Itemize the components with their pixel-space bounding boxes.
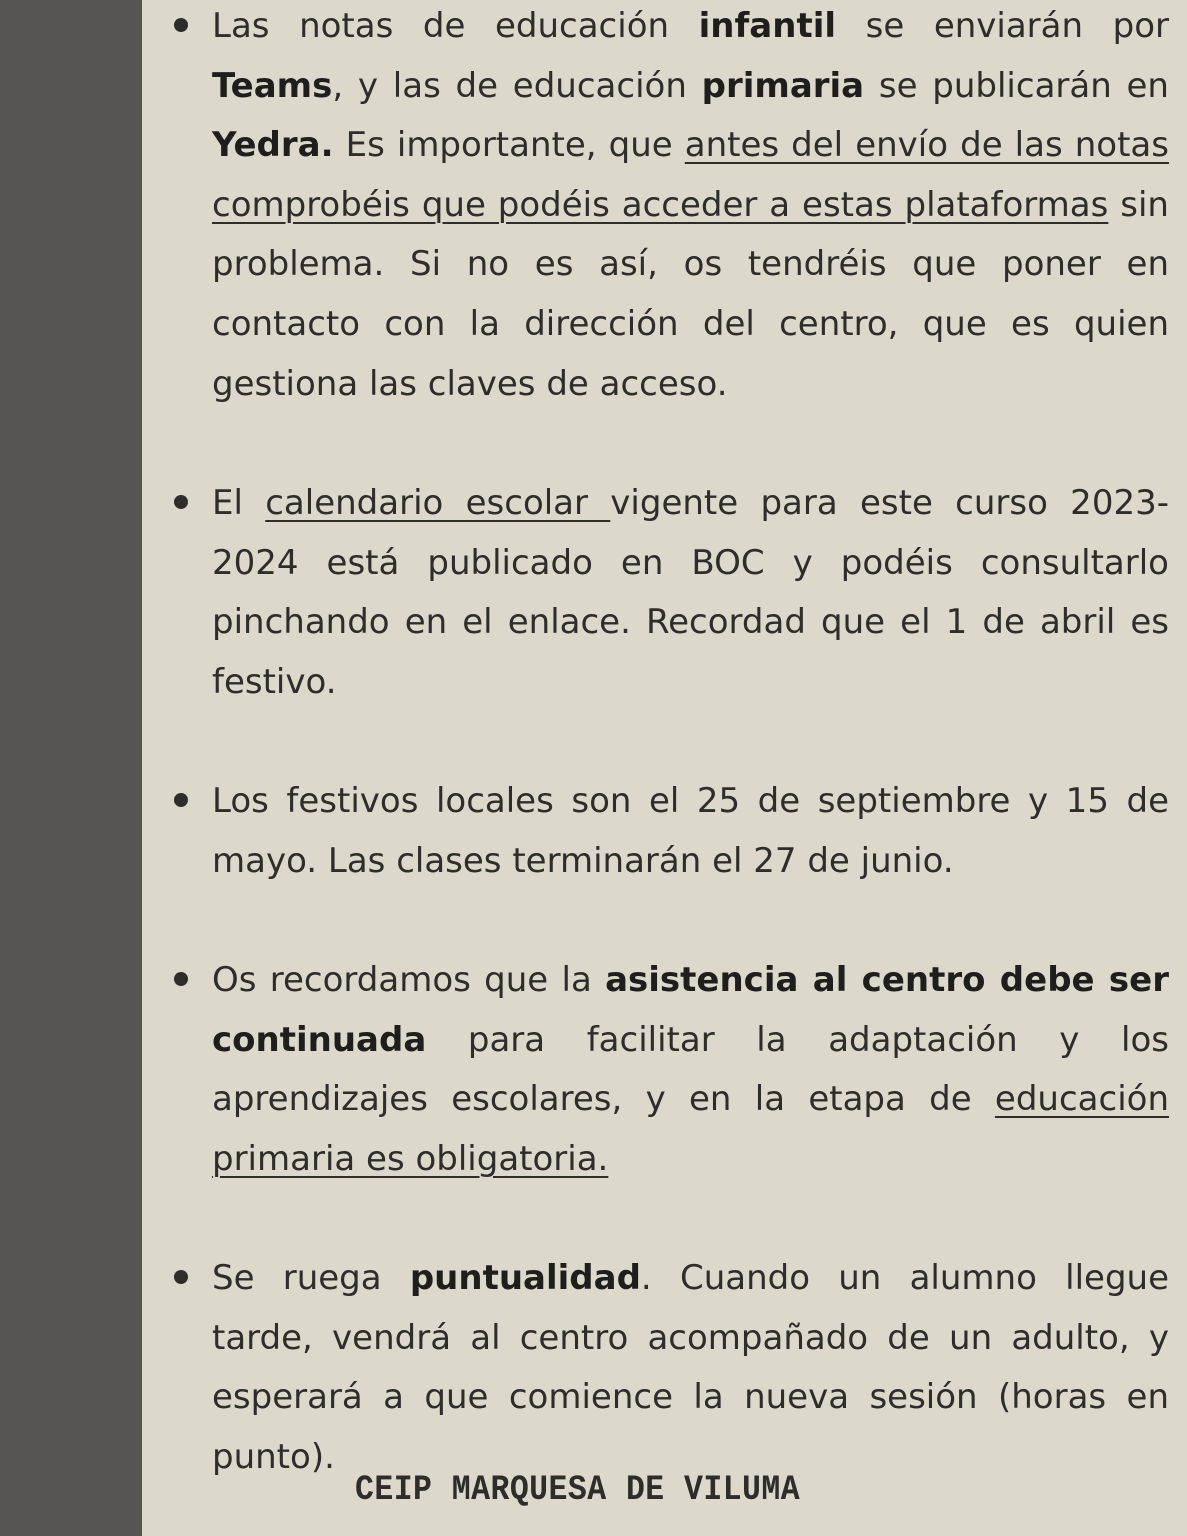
- bullet-icon: [174, 793, 188, 807]
- notice-grades-platforms: Las notas de educación infantil se enviarán por Teams, y las de educación primaria se publicarán en Yedra. Es importante, que antes del envío de las notas comprobéis que podéis acceder a estas plataformas sin problema. Si no es así, os tendréis que poner en contacto con la dirección del centro, que es quien gestiona las claves de acceso.: [212, 0, 1169, 414]
- emphasis-attendance: asistencia al centro debe ser continuada: [212, 960, 1169, 1060]
- notice-punctuality: Se ruega puntualidad. Cuando un alumno llegue tarde, vendrá al centro acompañado de un adulto, y esperará a que comience la nueva sesión (horas en punto).: [212, 1249, 1169, 1487]
- underlined-mandatory: educación primaria es obligatoria.: [212, 1079, 1169, 1179]
- bullet-icon: [174, 18, 188, 32]
- notice-school-calendar: El calendario escolar vigente para este curso 2023-2024 está publicado en BOC y podéis consultarlo pinchando en el enlace. Recordad que el 1 de abril es festivo.: [212, 474, 1169, 712]
- bullet-icon: [174, 495, 188, 509]
- emphasis-primaria: primaria: [701, 65, 865, 106]
- bullet-icon: [174, 972, 188, 986]
- emphasis-infantil: infantil: [698, 6, 837, 46]
- notice-content: [142, 0, 1187, 1536]
- emphasis-teams: Teams: [212, 65, 333, 106]
- school-name-footer: CEIP MARQUESA DE VILUMA: [355, 1470, 801, 1510]
- emphasis-yedra: Yedra.: [212, 125, 334, 166]
- calendar-link[interactable]: calendario escolar: [265, 483, 611, 523]
- emphasis-punctuality: puntualidad: [409, 1258, 641, 1298]
- bullet-icon: [174, 1270, 188, 1284]
- notice-attendance: Os recordamos que la asistencia al centro debe ser continuada para facilitar la adaptación y los aprendizajes escolares, y en la etapa de educación primaria es obligatoria.: [212, 951, 1169, 1189]
- left-sidebar-band: [0, 0, 142, 1536]
- notice-local-holidays: Los festivos locales son el 25 de septiembre y 15 de mayo. Las clases terminarán el 27 de junio.: [212, 772, 1169, 891]
- underlined-access-check: antes del envío de las notas comprobéis que podéis acceder a estas plataformas: [212, 125, 1169, 225]
